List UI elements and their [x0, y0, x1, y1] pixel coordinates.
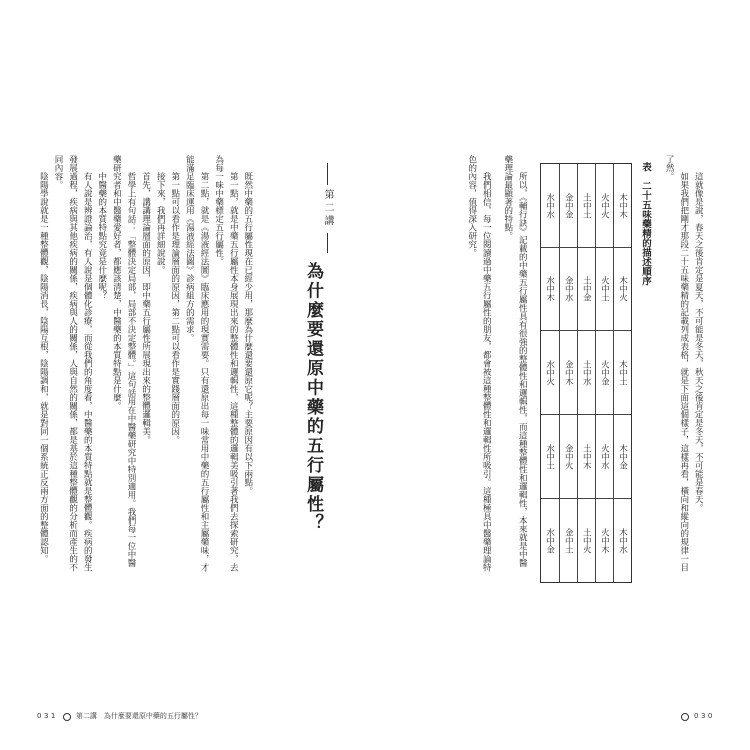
table-cell	[613, 331, 631, 415]
table-cell	[613, 248, 631, 332]
table-cell	[613, 499, 631, 583]
table-cell-text: 土中火	[581, 527, 592, 554]
chapter-title: 為什麼要還原中藥的五行屬性？	[303, 262, 323, 534]
table-cell	[577, 331, 595, 415]
table-cell	[595, 499, 613, 583]
table-cell-text: 金中水	[563, 276, 574, 302]
left-page-footer	[37, 712, 202, 721]
table-cell-text: 土中木	[581, 443, 592, 470]
text-line: 陰陽學說就是一種整體觀，陰陽消長，陰陽互根，陰陽調和，就是對同一個系統正反兩方面的整體認知。	[38, 172, 49, 563]
text-line: 第二點，就是《湯液經法圖》臨床應用的現實需要。只有還原出每一味常用中藥的五行屬性和主屬藥味，才	[198, 172, 209, 572]
table-cell	[595, 248, 613, 332]
table-cell-text: 木中金	[617, 443, 628, 470]
text-line: 我們相信，每一位閱讀過中藥五行屬性的朋友，都會被這種整體性和邏輯性所吸引。這種極具中醫藥理論特	[481, 172, 492, 572]
table-cell-text: 金中土	[563, 527, 574, 554]
table-cell	[541, 331, 559, 415]
running-head: 第二講 為什麼要還原中藥的五行屬性？	[75, 712, 202, 720]
text-line: 有人說是辨證論治，有人說是個體化診療，而從我們的角度看，中醫藥的本質特點就是整體觀。疾病的發生	[82, 172, 93, 572]
table-cell-text: 水中金	[544, 527, 555, 554]
table-cell	[577, 248, 595, 332]
page-number: 031	[37, 712, 58, 720]
table-cell	[559, 248, 577, 332]
text-line: 了然。	[664, 155, 675, 181]
table-cell-text: 金中火	[563, 443, 574, 470]
text-line: 第一點，就是中藥五行屬性本身展現出來的整體性和邏輯性，這種整體的邏輯美吸引著我們去探索研究，去	[228, 172, 239, 572]
text-line: 哲學上有句話：「整體決定局部，局部不決定整體。」這句話用在中醫藥研究中特別適用。我們每一位中醫	[125, 172, 136, 568]
table-cell	[577, 499, 595, 583]
table-cell-text: 土中金	[581, 276, 592, 302]
table-cell-text: 金中木	[563, 359, 574, 386]
table-cell	[595, 331, 613, 415]
text-line: 同內容。	[52, 155, 63, 189]
text-line: 既然中藥的五行屬性現在已經少用，那麼為什麼還要還原它呢？主要原因有以下兩點。	[242, 172, 253, 495]
text-line: 這就像是說，春天之後肯定是夏天，不可能是冬天，秋天之後肯定是冬天，不可能是春天。	[693, 172, 704, 512]
table-cell-text: 水中水	[544, 192, 555, 219]
table-cell-text: 火中水	[599, 443, 610, 470]
text-line: 藥研究者和中醫藥愛好者，都應該清楚，中醫藥的本質特點是什麼。	[111, 155, 122, 410]
table-cell	[613, 164, 631, 248]
text-line: 為每一味中藥標定五行屬性。	[213, 155, 224, 266]
chapter-rule-bottom	[327, 233, 328, 253]
table-cell-text: 木中水	[617, 527, 628, 554]
table-cell	[577, 164, 595, 248]
text-line: 能滿足臨床運用《湯液經法圖》診病組方的需求。	[184, 155, 195, 342]
table-cell	[559, 331, 577, 415]
text-line: 所以，《輔行訣》記載的中藥五行屬性具有很強的整體性和邏輯性，而這種整體性和邏輯性，本來就是中醫	[517, 172, 528, 568]
text-line: 第一點可以看作是理論層面的原因，第二點可以看作是實踐層面的原因。	[169, 172, 180, 444]
table-cell	[577, 415, 595, 499]
table-cell	[541, 499, 559, 583]
circle-ornament-icon	[63, 713, 71, 721]
table-cell	[541, 248, 559, 332]
text-line: 藥理論最顯著的特點。	[502, 155, 513, 240]
table-cell-text: 土中土	[581, 192, 592, 219]
table-cell-text: 木中火	[617, 276, 628, 302]
table-cell-text: 水中木	[544, 276, 555, 302]
text-line: 如果我們把剛才那段二十五味藥精的記載列成表格，就是下面這個樣子，這樣再看，橫向和縱向的規律一目	[678, 172, 689, 572]
table-cell-text: 水中土	[544, 443, 555, 470]
chapter-label: 第二講	[322, 189, 333, 228]
page-number: 030	[694, 712, 715, 720]
text-line: 中醫藥的本質特點究竟是什麼呢？	[96, 172, 107, 300]
table-cell	[595, 415, 613, 499]
essence-table	[540, 163, 632, 583]
table-cell	[541, 415, 559, 499]
table-cell-text: 火中木	[599, 527, 610, 554]
table-cell-text: 金中金	[563, 192, 574, 219]
circle-ornament-icon	[681, 713, 689, 721]
table-cell-text: 火中金	[599, 359, 610, 386]
table-cell-text: 火中土	[599, 276, 610, 302]
table-cell	[595, 164, 613, 248]
right-page-footer	[676, 712, 715, 721]
table-cell	[541, 164, 559, 248]
text-line: 發展過程，疾病與其他疾病的關係，疾病與人的關係，人與自然的關係，都是基於這種整體觀的分析而產生的不	[67, 155, 78, 572]
text-line: 色的內容，值得深入研究。	[466, 155, 477, 257]
table-cell-text: 火中火	[599, 192, 610, 219]
table-cell-text: 木中土	[617, 359, 628, 386]
table-cell-text: 水中火	[544, 359, 555, 386]
right-page	[375, 0, 750, 750]
table-cell	[559, 499, 577, 583]
chapter-rule-top	[327, 163, 328, 185]
table-title: 表 二十五味藥精的描述順序	[640, 162, 651, 286]
table-cell	[559, 415, 577, 499]
table-cell-text: 土中水	[581, 359, 592, 386]
table-cell-text: 木中木	[617, 192, 628, 219]
text-line: 首先，講講理論層面的原因，即中藥五行屬性所展現出來的整體邏輯美。	[140, 172, 151, 444]
text-line: 接下來，我們再詳細說說。	[155, 172, 166, 274]
table-cell	[559, 164, 577, 248]
table-cell	[613, 415, 631, 499]
